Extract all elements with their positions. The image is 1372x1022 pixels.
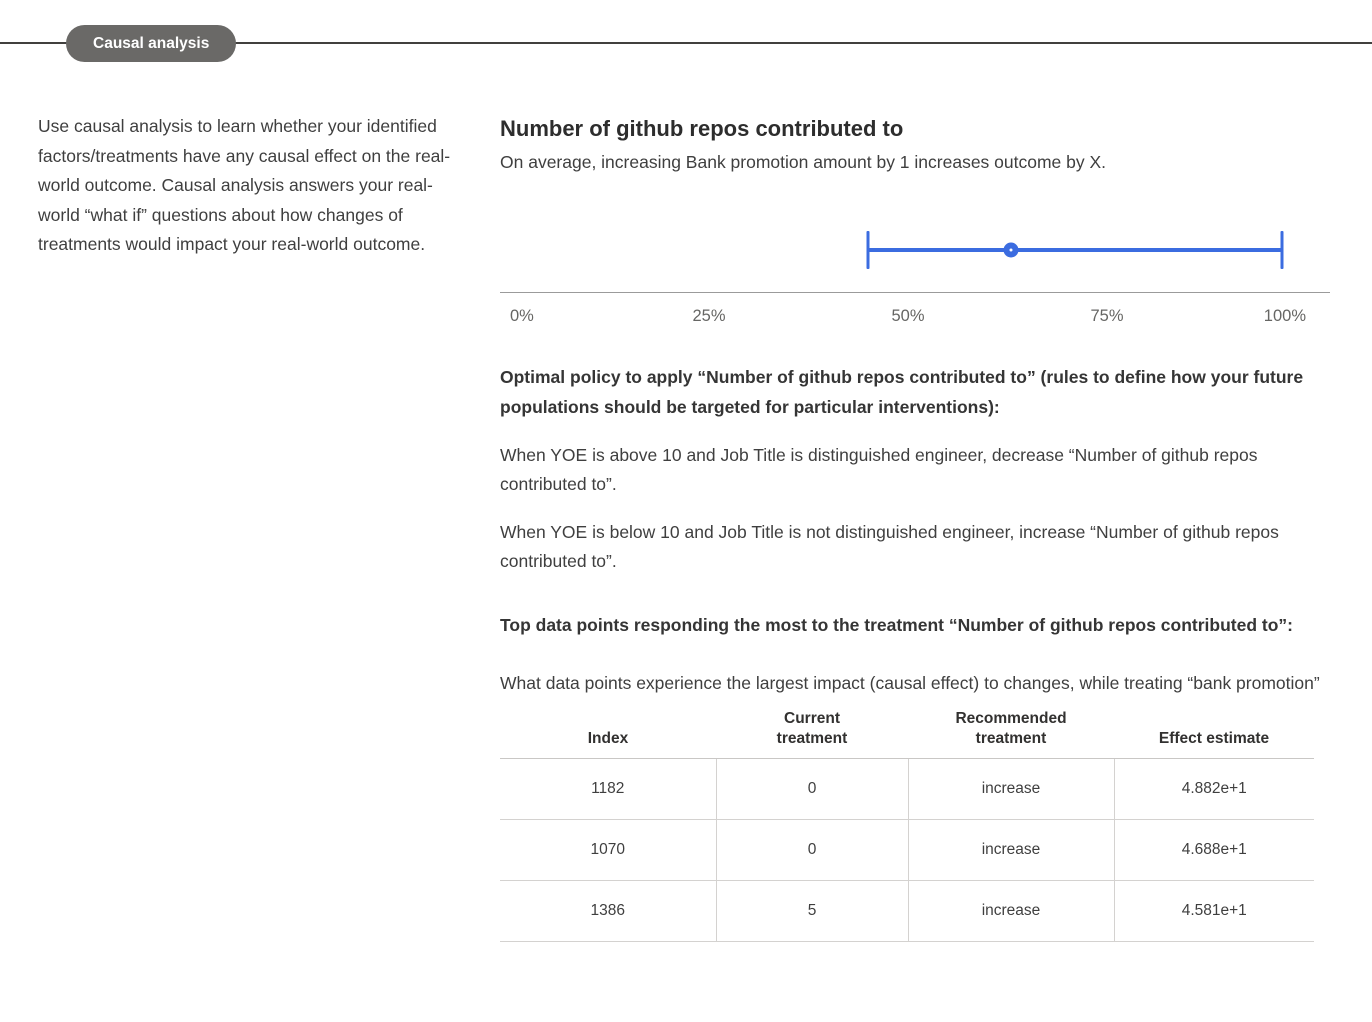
x-axis-tick-label: 100% [1263, 307, 1306, 325]
cell-recommended-treatment: increase [908, 881, 1114, 942]
table-row [500, 881, 1314, 942]
ci-cap-right [1281, 231, 1284, 269]
cell-current-treatment: 0 [716, 820, 908, 881]
x-axis-tick-label: 50% [891, 307, 925, 325]
policy-rule: When YOE is above 10 and Job Title is distinguished engineer, decrease “Number of github repos contributed to”. [500, 445, 1258, 494]
confidence-interval-bar [868, 248, 1282, 252]
cell-recommended-treatment: increase [908, 759, 1114, 820]
top-data-points-description: What data points experience the largest impact (causal effect) to changes, while treating “bank promotion” [500, 673, 1320, 693]
causal-effect-chart [500, 216, 1330, 329]
table-row [500, 820, 1314, 881]
x-axis-tick-label: 75% [1090, 307, 1124, 325]
x-axis-tick-label: 25% [692, 307, 726, 325]
cell-index: 1182 [500, 759, 716, 820]
col-header-recommended-treatment: Recommended treatment [908, 705, 1114, 759]
treatment-subtitle: On average, increasing Bank promotion amount by 1 increases outcome by X. [500, 152, 1107, 172]
ci-cap-left [867, 231, 870, 269]
col-header-current-treatment: Current treatment [716, 705, 908, 759]
details-column [500, 112, 1330, 942]
treatment-title: Number of github repos contributed to [500, 116, 904, 141]
cell-effect-estimate: 4.688e+1 [1114, 820, 1314, 881]
col-header-effect-estimate: Effect estimate [1114, 705, 1314, 759]
point-estimate-marker [1004, 243, 1019, 258]
cell-index: 1070 [500, 820, 716, 881]
top-data-points-table [500, 705, 1314, 942]
x-axis-line [500, 292, 1330, 293]
cell-effect-estimate: 4.882e+1 [1114, 759, 1314, 820]
cell-recommended-treatment: increase [908, 820, 1114, 881]
cell-current-treatment: 5 [716, 881, 908, 942]
top-data-points-heading: Top data points responding the most to the treatment “Number of github repos contributed to”: [500, 615, 1293, 635]
table-header-row [500, 705, 1314, 759]
intro-text: Use causal analysis to learn whether your identified factors/treatments have any causal effect on the real-world outcome. Causal analysis answers your real-world “what if” questions about how changes of treatments would impact your real-world outcome. [38, 116, 451, 254]
cell-index: 1386 [500, 881, 716, 942]
col-header-index: Index [500, 705, 716, 759]
policy-rule: When YOE is below 10 and Job Title is not distinguished engineer, increase “Number of github repos contributed to”. [500, 522, 1279, 571]
x-axis-ticks [510, 307, 1306, 329]
plot-area [510, 216, 1306, 284]
table-row [500, 759, 1314, 820]
causal-analysis-badge [66, 25, 236, 62]
causal-analysis-badge-label: Causal analysis [93, 34, 210, 52]
x-axis-tick-label: 0% [510, 307, 534, 325]
optimal-policy-heading: Optimal policy to apply “Number of github repos contributed to” (rules to define how your future populations should be targeted for particular interventions): [500, 367, 1304, 417]
cell-effect-estimate: 4.581e+1 [1114, 881, 1314, 942]
intro-column [38, 112, 462, 942]
cell-current-treatment: 0 [716, 759, 908, 820]
causal-analysis-panel [38, 112, 1330, 942]
